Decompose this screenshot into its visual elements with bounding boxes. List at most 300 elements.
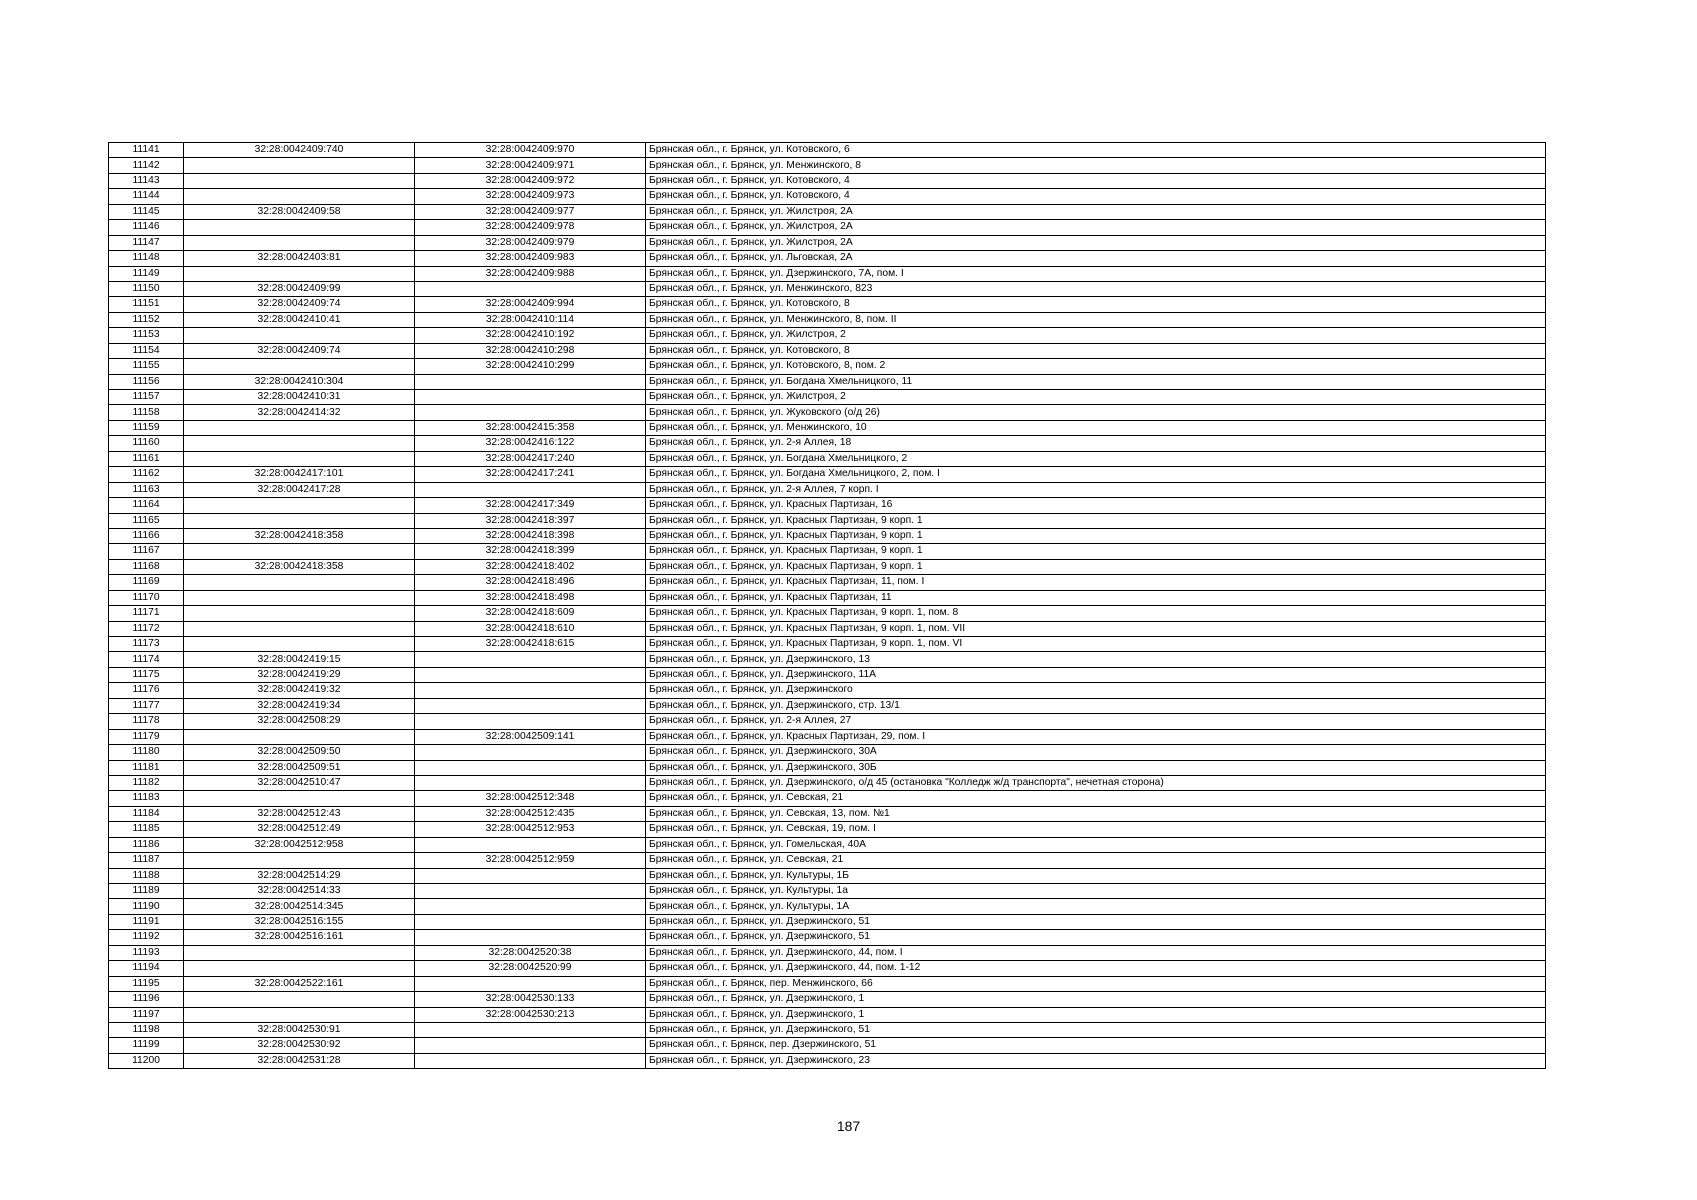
address-cell: Брянская обл., г. Брянск, ул. Дзержинского, о/д 45 (остановка "Колледж ж/д транспорта", нечетная сторона) [646, 775, 1546, 790]
row-number-cell: 11152 [109, 312, 184, 327]
new-cadastral-number-cell: 32:28:0042418:397 [415, 513, 646, 528]
old-cadastral-number-cell: 32:28:0042522:161 [184, 976, 415, 991]
address-cell: Брянская обл., г. Брянск, ул. Котовского, 4 [646, 173, 1546, 188]
new-cadastral-number-cell: 32:28:0042409:973 [415, 189, 646, 204]
new-cadastral-number-cell: 32:28:0042520:99 [415, 961, 646, 976]
table-row [109, 652, 1546, 667]
row-number-cell: 11188 [109, 868, 184, 883]
row-number-cell: 11159 [109, 420, 184, 435]
new-cadastral-number-cell: 32:28:0042418:609 [415, 606, 646, 621]
table-row [109, 281, 1546, 296]
row-number-cell: 11181 [109, 760, 184, 775]
address-cell: Брянская обл., г. Брянск, ул. Красных Партизан, 11 [646, 590, 1546, 605]
table-row [109, 143, 1546, 158]
address-cell: Брянская обл., г. Брянск, ул. Дзержинского, 11А [646, 667, 1546, 682]
row-number-cell: 11187 [109, 853, 184, 868]
table-row [109, 791, 1546, 806]
row-number-cell: 11170 [109, 590, 184, 605]
old-cadastral-number-cell: 32:28:0042516:161 [184, 930, 415, 945]
address-cell: Брянская обл., г. Брянск, ул. Красных Партизан, 9 корп. 1, пом. VI [646, 637, 1546, 652]
table-row [109, 513, 1546, 528]
table-row [109, 729, 1546, 744]
address-cell: Брянская обл., г. Брянск, ул. Дзержинского, стр. 13/1 [646, 698, 1546, 713]
old-cadastral-number-cell: 32:28:0042409:99 [184, 281, 415, 296]
address-cell: Брянская обл., г. Брянск, ул. Котовского, 8, пом. 2 [646, 359, 1546, 374]
table-row [109, 173, 1546, 188]
address-cell: Брянская обл., г. Брянск, ул. Культуры, 1а [646, 884, 1546, 899]
table-row [109, 405, 1546, 420]
new-cadastral-number-cell: 32:28:0042417:241 [415, 467, 646, 482]
old-cadastral-number-cell: 32:28:0042417:28 [184, 482, 415, 497]
row-number-cell: 11176 [109, 683, 184, 698]
old-cadastral-number-cell: 32:28:0042414:32 [184, 405, 415, 420]
new-cadastral-number-cell: 32:28:0042530:213 [415, 1007, 646, 1022]
new-cadastral-number-cell [415, 914, 646, 929]
row-number-cell: 11177 [109, 698, 184, 713]
old-cadastral-number-cell [184, 945, 415, 960]
table-row [109, 745, 1546, 760]
address-cell: Брянская обл., г. Брянск, ул. Льговская, 2А [646, 251, 1546, 266]
address-cell: Брянская обл., г. Брянск, ул. Красных Партизан, 11, пом. I [646, 575, 1546, 590]
new-cadastral-number-cell [415, 1038, 646, 1053]
address-cell: Брянская обл., г. Брянск, ул. Севская, 19, пом. I [646, 822, 1546, 837]
row-number-cell: 11197 [109, 1007, 184, 1022]
row-number-cell: 11142 [109, 158, 184, 173]
table-row [109, 837, 1546, 852]
old-cadastral-number-cell: 32:28:0042403:81 [184, 251, 415, 266]
table-row [109, 683, 1546, 698]
new-cadastral-number-cell [415, 667, 646, 682]
row-number-cell: 11163 [109, 482, 184, 497]
new-cadastral-number-cell: 32:28:0042416:122 [415, 436, 646, 451]
new-cadastral-number-cell: 32:28:0042520:38 [415, 945, 646, 960]
table-row [109, 235, 1546, 250]
new-cadastral-number-cell [415, 976, 646, 991]
row-number-cell: 11148 [109, 251, 184, 266]
new-cadastral-number-cell [415, 745, 646, 760]
registry-table [108, 142, 1546, 1069]
new-cadastral-number-cell: 32:28:0042409:977 [415, 204, 646, 219]
table-row [109, 1053, 1546, 1068]
table-row [109, 806, 1546, 821]
row-number-cell: 11174 [109, 652, 184, 667]
new-cadastral-number-cell [415, 1022, 646, 1037]
row-number-cell: 11164 [109, 498, 184, 513]
table-row [109, 775, 1546, 790]
address-cell: Брянская обл., г. Брянск, ул. Котовского, 6 [646, 143, 1546, 158]
table-row [109, 1022, 1546, 1037]
table-row [109, 575, 1546, 590]
address-cell: Брянская обл., г. Брянск, ул. Севская, 21 [646, 853, 1546, 868]
row-number-cell: 11153 [109, 328, 184, 343]
table-row [109, 467, 1546, 482]
address-cell: Брянская обл., г. Брянск, ул. Менжинского, 823 [646, 281, 1546, 296]
old-cadastral-number-cell: 32:28:0042409:58 [184, 204, 415, 219]
table-row [109, 1007, 1546, 1022]
table-row [109, 251, 1546, 266]
new-cadastral-number-cell: 32:28:0042512:435 [415, 806, 646, 821]
table-row [109, 189, 1546, 204]
table-row [109, 945, 1546, 960]
old-cadastral-number-cell [184, 575, 415, 590]
old-cadastral-number-cell: 32:28:0042512:49 [184, 822, 415, 837]
row-number-cell: 11154 [109, 343, 184, 358]
row-number-cell: 11151 [109, 297, 184, 312]
new-cadastral-number-cell [415, 899, 646, 914]
new-cadastral-number-cell [415, 930, 646, 945]
address-cell: Брянская обл., г. Брянск, ул. Дзержинского, 44, пом. I [646, 945, 1546, 960]
address-cell: Брянская обл., г. Брянск, ул. Жуковского (о/д 26) [646, 405, 1546, 420]
old-cadastral-number-cell: 32:28:0042530:92 [184, 1038, 415, 1053]
table-row [109, 390, 1546, 405]
row-number-cell: 11160 [109, 436, 184, 451]
new-cadastral-number-cell [415, 374, 646, 389]
new-cadastral-number-cell [415, 683, 646, 698]
table-row [109, 714, 1546, 729]
new-cadastral-number-cell: 32:28:0042417:240 [415, 451, 646, 466]
old-cadastral-number-cell [184, 189, 415, 204]
address-cell: Брянская обл., г. Брянск, ул. Дзержинского, 44, пом. 1-12 [646, 961, 1546, 976]
row-number-cell: 11149 [109, 266, 184, 281]
address-cell: Брянская обл., г. Брянск, ул. Жилстроя, 2А [646, 204, 1546, 219]
new-cadastral-number-cell: 32:28:0042410:114 [415, 312, 646, 327]
address-cell: Брянская обл., г. Брянск, пер. Менжинского, 66 [646, 976, 1546, 991]
row-number-cell: 11189 [109, 884, 184, 899]
old-cadastral-number-cell [184, 158, 415, 173]
table-row [109, 698, 1546, 713]
row-number-cell: 11167 [109, 544, 184, 559]
new-cadastral-number-cell: 32:28:0042509:141 [415, 729, 646, 744]
old-cadastral-number-cell: 32:28:0042530:91 [184, 1022, 415, 1037]
old-cadastral-number-cell: 32:28:0042514:345 [184, 899, 415, 914]
address-cell: Брянская обл., г. Брянск, ул. Жилстроя, 2А [646, 220, 1546, 235]
table-row [109, 374, 1546, 389]
row-number-cell: 11172 [109, 621, 184, 636]
new-cadastral-number-cell [415, 405, 646, 420]
address-cell: Брянская обл., г. Брянск, ул. Дзержинского, 7А, пом. I [646, 266, 1546, 281]
row-number-cell: 11183 [109, 791, 184, 806]
table-row [109, 328, 1546, 343]
address-cell: Брянская обл., г. Брянск, ул. Культуры, 1Б [646, 868, 1546, 883]
new-cadastral-number-cell: 32:28:0042410:298 [415, 343, 646, 358]
row-number-cell: 11156 [109, 374, 184, 389]
table-row [109, 297, 1546, 312]
new-cadastral-number-cell: 32:28:0042418:496 [415, 575, 646, 590]
address-cell: Брянская обл., г. Брянск, ул. Дзержинского, 23 [646, 1053, 1546, 1068]
address-cell: Брянская обл., г. Брянск, ул. 2-я Аллея, 18 [646, 436, 1546, 451]
table-row [109, 1038, 1546, 1053]
row-number-cell: 11173 [109, 637, 184, 652]
old-cadastral-number-cell: 32:28:0042410:304 [184, 374, 415, 389]
table-row [109, 914, 1546, 929]
row-number-cell: 11196 [109, 992, 184, 1007]
row-number-cell: 11190 [109, 899, 184, 914]
old-cadastral-number-cell [184, 853, 415, 868]
address-cell: Брянская обл., г. Брянск, ул. Менжинского, 8, пом. II [646, 312, 1546, 327]
new-cadastral-number-cell: 32:28:0042415:358 [415, 420, 646, 435]
old-cadastral-number-cell [184, 513, 415, 528]
new-cadastral-number-cell: 32:28:0042512:348 [415, 791, 646, 806]
row-number-cell: 11182 [109, 775, 184, 790]
address-cell: Брянская обл., г. Брянск, ул. Богдана Хмельницкого, 2 [646, 451, 1546, 466]
row-number-cell: 11185 [109, 822, 184, 837]
new-cadastral-number-cell [415, 482, 646, 497]
row-number-cell: 11180 [109, 745, 184, 760]
new-cadastral-number-cell: 32:28:0042409:994 [415, 297, 646, 312]
address-cell: Брянская обл., г. Брянск, ул. Жилстроя, 2 [646, 390, 1546, 405]
row-number-cell: 11168 [109, 559, 184, 574]
row-number-cell: 11198 [109, 1022, 184, 1037]
address-cell: Брянская обл., г. Брянск, ул. Дзержинского, 51 [646, 1022, 1546, 1037]
old-cadastral-number-cell: 32:28:0042419:32 [184, 683, 415, 698]
row-number-cell: 11193 [109, 945, 184, 960]
row-number-cell: 11194 [109, 961, 184, 976]
table-row [109, 559, 1546, 574]
row-number-cell: 11186 [109, 837, 184, 852]
table-row [109, 667, 1546, 682]
old-cadastral-number-cell [184, 436, 415, 451]
table-row [109, 853, 1546, 868]
new-cadastral-number-cell: 32:28:0042417:349 [415, 498, 646, 513]
new-cadastral-number-cell: 32:28:0042418:402 [415, 559, 646, 574]
page-number: 187 [836, 1118, 861, 1134]
address-cell: Брянская обл., г. Брянск, ул. Красных Партизан, 9 корп. 1 [646, 513, 1546, 528]
address-cell: Брянская обл., г. Брянск, ул. Богдана Хмельницкого, 2, пом. I [646, 467, 1546, 482]
address-cell: Брянская обл., г. Брянск, ул. Красных Партизан, 9 корп. 1 [646, 544, 1546, 559]
new-cadastral-number-cell [415, 775, 646, 790]
new-cadastral-number-cell: 32:28:0042409:978 [415, 220, 646, 235]
address-cell: Брянская обл., г. Брянск, ул. Жилстроя, 2А [646, 235, 1546, 250]
old-cadastral-number-cell: 32:28:0042418:358 [184, 559, 415, 574]
address-cell: Брянская обл., г. Брянск, ул. 2-я Аллея, 7 корп. I [646, 482, 1546, 497]
table-row [109, 158, 1546, 173]
old-cadastral-number-cell: 32:28:0042419:15 [184, 652, 415, 667]
table-row [109, 606, 1546, 621]
row-number-cell: 11191 [109, 914, 184, 929]
address-cell: Брянская обл., г. Брянск, ул. Дзержинского, 51 [646, 914, 1546, 929]
row-number-cell: 11184 [109, 806, 184, 821]
old-cadastral-number-cell [184, 606, 415, 621]
row-number-cell: 11158 [109, 405, 184, 420]
old-cadastral-number-cell: 32:28:0042512:43 [184, 806, 415, 821]
old-cadastral-number-cell [184, 637, 415, 652]
old-cadastral-number-cell: 32:28:0042409:740 [184, 143, 415, 158]
new-cadastral-number-cell [415, 698, 646, 713]
row-number-cell: 11200 [109, 1053, 184, 1068]
address-cell: Брянская обл., г. Брянск, ул. Богдана Хмельницкого, 11 [646, 374, 1546, 389]
address-cell: Брянская обл., г. Брянск, ул. Красных Партизан, 9 корп. 1, пом. VII [646, 621, 1546, 636]
table-row [109, 930, 1546, 945]
new-cadastral-number-cell: 32:28:0042409:988 [415, 266, 646, 281]
row-number-cell: 11150 [109, 281, 184, 296]
old-cadastral-number-cell [184, 729, 415, 744]
old-cadastral-number-cell: 32:28:0042508:29 [184, 714, 415, 729]
new-cadastral-number-cell: 32:28:0042418:610 [415, 621, 646, 636]
new-cadastral-number-cell: 32:28:0042512:953 [415, 822, 646, 837]
row-number-cell: 11195 [109, 976, 184, 991]
new-cadastral-number-cell: 32:28:0042512:959 [415, 853, 646, 868]
row-number-cell: 11155 [109, 359, 184, 374]
address-cell: Брянская обл., г. Брянск, ул. Севская, 21 [646, 791, 1546, 806]
table-row [109, 482, 1546, 497]
old-cadastral-number-cell [184, 420, 415, 435]
old-cadastral-number-cell [184, 590, 415, 605]
address-cell: Брянская обл., г. Брянск, ул. Красных Партизан, 9 корп. 1 [646, 559, 1546, 574]
address-cell: Брянская обл., г. Брянск, ул. Красных Партизан, 9 корп. 1, пом. 8 [646, 606, 1546, 621]
row-number-cell: 11162 [109, 467, 184, 482]
address-cell: Брянская обл., г. Брянск, ул. Дзержинского, 30Б [646, 760, 1546, 775]
old-cadastral-number-cell [184, 621, 415, 636]
old-cadastral-number-cell [184, 328, 415, 343]
new-cadastral-number-cell: 32:28:0042409:979 [415, 235, 646, 250]
old-cadastral-number-cell [184, 791, 415, 806]
old-cadastral-number-cell [184, 544, 415, 559]
table-row [109, 621, 1546, 636]
address-cell: Брянская обл., г. Брянск, ул. Гомельская, 40А [646, 837, 1546, 852]
row-number-cell: 11165 [109, 513, 184, 528]
address-cell: Брянская обл., г. Брянск, ул. Дзержинского, 51 [646, 930, 1546, 945]
new-cadastral-number-cell [415, 714, 646, 729]
new-cadastral-number-cell: 32:28:0042409:972 [415, 173, 646, 188]
table-row [109, 498, 1546, 513]
address-cell: Брянская обл., г. Брянск, ул. 2-я Аллея, 27 [646, 714, 1546, 729]
old-cadastral-number-cell [184, 498, 415, 513]
old-cadastral-number-cell [184, 266, 415, 281]
old-cadastral-number-cell [184, 220, 415, 235]
new-cadastral-number-cell [415, 390, 646, 405]
address-cell: Брянская обл., г. Брянск, ул. Дзержинского [646, 683, 1546, 698]
address-cell: Брянская обл., г. Брянск, ул. Дзержинского, 1 [646, 992, 1546, 1007]
address-cell: Брянская обл., г. Брянск, ул. Красных Партизан, 9 корп. 1 [646, 528, 1546, 543]
address-cell: Брянская обл., г. Брянск, пер. Дзержинского, 51 [646, 1038, 1546, 1053]
row-number-cell: 11147 [109, 235, 184, 250]
old-cadastral-number-cell: 32:28:0042410:31 [184, 390, 415, 405]
address-cell: Брянская обл., г. Брянск, ул. Котовского, 4 [646, 189, 1546, 204]
new-cadastral-number-cell: 32:28:0042418:615 [415, 637, 646, 652]
old-cadastral-number-cell: 32:28:0042418:358 [184, 528, 415, 543]
old-cadastral-number-cell: 32:28:0042409:74 [184, 297, 415, 312]
table-row [109, 266, 1546, 281]
old-cadastral-number-cell [184, 235, 415, 250]
old-cadastral-number-cell: 32:28:0042419:34 [184, 698, 415, 713]
table-row [109, 899, 1546, 914]
row-number-cell: 11178 [109, 714, 184, 729]
old-cadastral-number-cell: 32:28:0042510:47 [184, 775, 415, 790]
address-cell: Брянская обл., г. Брянск, ул. Красных Партизан, 16 [646, 498, 1546, 513]
new-cadastral-number-cell [415, 884, 646, 899]
row-number-cell: 11192 [109, 930, 184, 945]
address-cell: Брянская обл., г. Брянск, ул. Культуры, 1А [646, 899, 1546, 914]
table-row [109, 420, 1546, 435]
registry-table-body [109, 143, 1546, 1069]
new-cadastral-number-cell [415, 281, 646, 296]
old-cadastral-number-cell: 32:28:0042410:41 [184, 312, 415, 327]
table-row [109, 637, 1546, 652]
table-row [109, 822, 1546, 837]
table-row [109, 760, 1546, 775]
new-cadastral-number-cell [415, 868, 646, 883]
address-cell: Брянская обл., г. Брянск, ул. Котовского, 8 [646, 297, 1546, 312]
row-number-cell: 11175 [109, 667, 184, 682]
row-number-cell: 11171 [109, 606, 184, 621]
row-number-cell: 11157 [109, 390, 184, 405]
old-cadastral-number-cell: 32:28:0042509:51 [184, 760, 415, 775]
address-cell: Брянская обл., г. Брянск, ул. Котовского, 8 [646, 343, 1546, 358]
new-cadastral-number-cell: 32:28:0042409:971 [415, 158, 646, 173]
new-cadastral-number-cell [415, 837, 646, 852]
table-row [109, 451, 1546, 466]
row-number-cell: 11145 [109, 204, 184, 219]
table-row [109, 992, 1546, 1007]
new-cadastral-number-cell: 32:28:0042410:299 [415, 359, 646, 374]
table-row [109, 544, 1546, 559]
row-number-cell: 11143 [109, 173, 184, 188]
row-number-cell: 11166 [109, 528, 184, 543]
new-cadastral-number-cell: 32:28:0042530:133 [415, 992, 646, 1007]
row-number-cell: 11141 [109, 143, 184, 158]
row-number-cell: 11199 [109, 1038, 184, 1053]
row-number-cell: 11169 [109, 575, 184, 590]
table-row [109, 359, 1546, 374]
address-cell: Брянская обл., г. Брянск, ул. Менжинского, 10 [646, 420, 1546, 435]
old-cadastral-number-cell: 32:28:0042514:29 [184, 868, 415, 883]
old-cadastral-number-cell: 32:28:0042409:74 [184, 343, 415, 358]
new-cadastral-number-cell: 32:28:0042418:398 [415, 528, 646, 543]
old-cadastral-number-cell [184, 173, 415, 188]
old-cadastral-number-cell [184, 359, 415, 374]
address-cell: Брянская обл., г. Брянск, ул. Менжинского, 8 [646, 158, 1546, 173]
old-cadastral-number-cell: 32:28:0042509:50 [184, 745, 415, 760]
address-cell: Брянская обл., г. Брянск, ул. Севская, 13, пом. №1 [646, 806, 1546, 821]
table-row [109, 590, 1546, 605]
table-row [109, 343, 1546, 358]
address-cell: Брянская обл., г. Брянск, ул. Красных Партизан, 29, пом. I [646, 729, 1546, 744]
old-cadastral-number-cell: 32:28:0042516:155 [184, 914, 415, 929]
table-row [109, 528, 1546, 543]
row-number-cell: 11179 [109, 729, 184, 744]
address-cell: Брянская обл., г. Брянск, ул. Дзержинского, 1 [646, 1007, 1546, 1022]
new-cadastral-number-cell: 32:28:0042410:192 [415, 328, 646, 343]
row-number-cell: 11144 [109, 189, 184, 204]
table-row [109, 312, 1546, 327]
address-cell: Брянская обл., г. Брянск, ул. Дзержинского, 30А [646, 745, 1546, 760]
table-row [109, 961, 1546, 976]
new-cadastral-number-cell: 32:28:0042418:498 [415, 590, 646, 605]
old-cadastral-number-cell: 32:28:0042514:33 [184, 884, 415, 899]
row-number-cell: 11161 [109, 451, 184, 466]
new-cadastral-number-cell [415, 652, 646, 667]
old-cadastral-number-cell: 32:28:0042419:29 [184, 667, 415, 682]
old-cadastral-number-cell [184, 451, 415, 466]
new-cadastral-number-cell [415, 1053, 646, 1068]
new-cadastral-number-cell [415, 760, 646, 775]
table-row [109, 204, 1546, 219]
old-cadastral-number-cell: 32:28:0042417:101 [184, 467, 415, 482]
row-number-cell: 11146 [109, 220, 184, 235]
old-cadastral-number-cell: 32:28:0042531:28 [184, 1053, 415, 1068]
table-row [109, 976, 1546, 991]
table-row [109, 220, 1546, 235]
address-cell: Брянская обл., г. Брянск, ул. Дзержинского, 13 [646, 652, 1546, 667]
new-cadastral-number-cell: 32:28:0042409:983 [415, 251, 646, 266]
old-cadastral-number-cell: 32:28:0042512:958 [184, 837, 415, 852]
table-row [109, 868, 1546, 883]
old-cadastral-number-cell [184, 992, 415, 1007]
address-cell: Брянская обл., г. Брянск, ул. Жилстроя, 2 [646, 328, 1546, 343]
old-cadastral-number-cell [184, 1007, 415, 1022]
table-row [109, 884, 1546, 899]
new-cadastral-number-cell: 32:28:0042418:399 [415, 544, 646, 559]
